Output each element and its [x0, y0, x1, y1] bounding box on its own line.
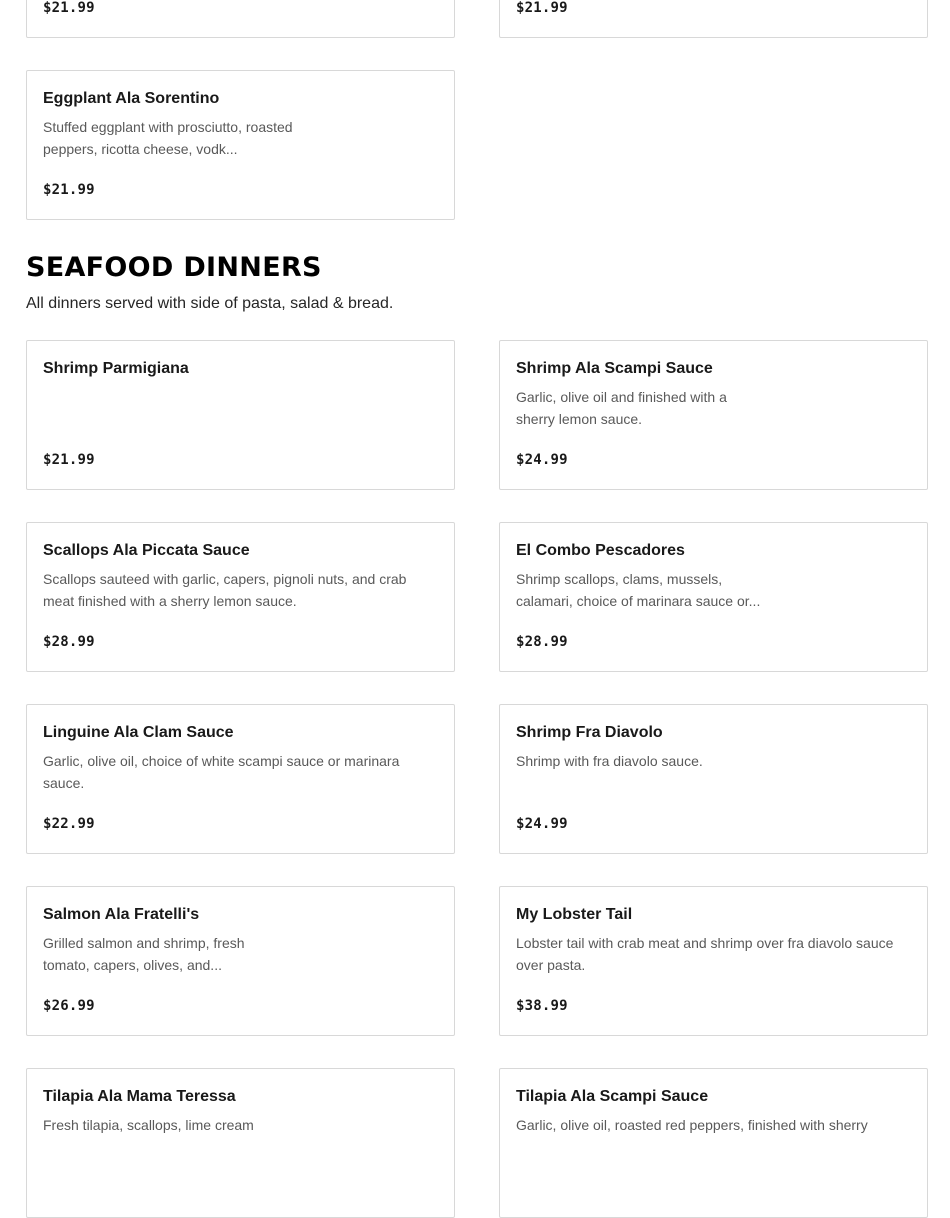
menu-item-name: Shrimp Fra Diavolo [516, 724, 663, 741]
menu-item-description: Garlic, olive oil, choice of white scampi sauce or marinara sauce. [43, 753, 400, 791]
menu-item-card[interactable] [499, 704, 928, 854]
menu-item-name: Salmon Ala Fratelli's [43, 906, 200, 923]
menu-item-card[interactable] [26, 886, 455, 1036]
menu-item-description: Grilled salmon and shrimp, fresh tomato, capers, olives, and... [43, 935, 245, 973]
menu-item-name: My Lobster Tail [516, 906, 633, 923]
menu-item-price: $21.99 [43, 182, 95, 198]
menu-item-card[interactable] [26, 340, 455, 490]
menu-item-description: Lobster tail with crab meat and shrimp over fra diavolo sauce over pasta. [516, 935, 894, 973]
menu-item-price: $24.99 [516, 452, 568, 468]
section-subtitle: All dinners served with side of pasta, salad & bread. [26, 295, 394, 312]
menu-item-description: Stuffed eggplant with prosciutto, roasted peppers, ricotta cheese, vodk... [43, 119, 293, 157]
menu-item-description: Shrimp scallops, clams, mussels, calamari, choice of marinara sauce or... [516, 571, 761, 609]
menu-item-price: $28.99 [43, 634, 95, 650]
menu-item-name: Tilapia Ala Scampi Sauce [516, 1088, 709, 1105]
menu-item-price: $28.99 [516, 634, 568, 650]
menu-item-card[interactable] [26, 704, 455, 854]
menu-item-price: $38.99 [516, 998, 568, 1014]
menu-item-name: El Combo Pescadores [516, 542, 685, 559]
menu-item-name: Shrimp Parmigiana [43, 360, 189, 377]
menu-item-name: Shrimp Ala Scampi Sauce [516, 360, 713, 377]
menu-item-card[interactable] [499, 0, 928, 38]
menu-item-card[interactable] [26, 522, 455, 672]
menu-item-price: $22.99 [43, 816, 95, 832]
menu-item-card[interactable] [499, 522, 928, 672]
menu-item-card[interactable] [499, 1068, 928, 1218]
menu-item-price: $24.99 [516, 816, 568, 832]
menu-item-card[interactable] [499, 340, 928, 490]
menu-item-name: Linguine Ala Clam Sauce [43, 724, 234, 741]
menu-item-name: Eggplant Ala Sorentino [43, 90, 220, 107]
menu-item-card[interactable] [26, 1068, 455, 1218]
menu-item-description: Scallops sauteed with garlic, capers, pignoli nuts, and crab meat finished with a sherry lemon sauce. [43, 571, 407, 609]
menu-item-name: Scallops Ala Piccata Sauce [43, 542, 250, 559]
menu-item-price: $21.99 [43, 452, 95, 468]
menu-item-price: $26.99 [43, 998, 95, 1014]
menu-item-card[interactable] [499, 886, 928, 1036]
menu-item-description: Shrimp with fra diavolo sauce. [516, 753, 703, 769]
section-title: SEAFOOD DINNERS [26, 252, 322, 283]
menu-item-card[interactable] [26, 0, 455, 38]
menu-item-price: $21.99 [43, 0, 95, 16]
menu-item-description: Garlic, olive oil, roasted red peppers, finished with sherry [516, 1117, 868, 1133]
menu-item-description: Fresh tilapia, scallops, lime cream [43, 1117, 254, 1133]
menu-item-description: Garlic, olive oil and finished with a sherry lemon sauce. [516, 389, 727, 427]
menu-item-name: Tilapia Ala Mama Teressa [43, 1088, 236, 1105]
menu-item-card[interactable] [26, 70, 455, 220]
menu-item-price: $21.99 [516, 0, 568, 16]
